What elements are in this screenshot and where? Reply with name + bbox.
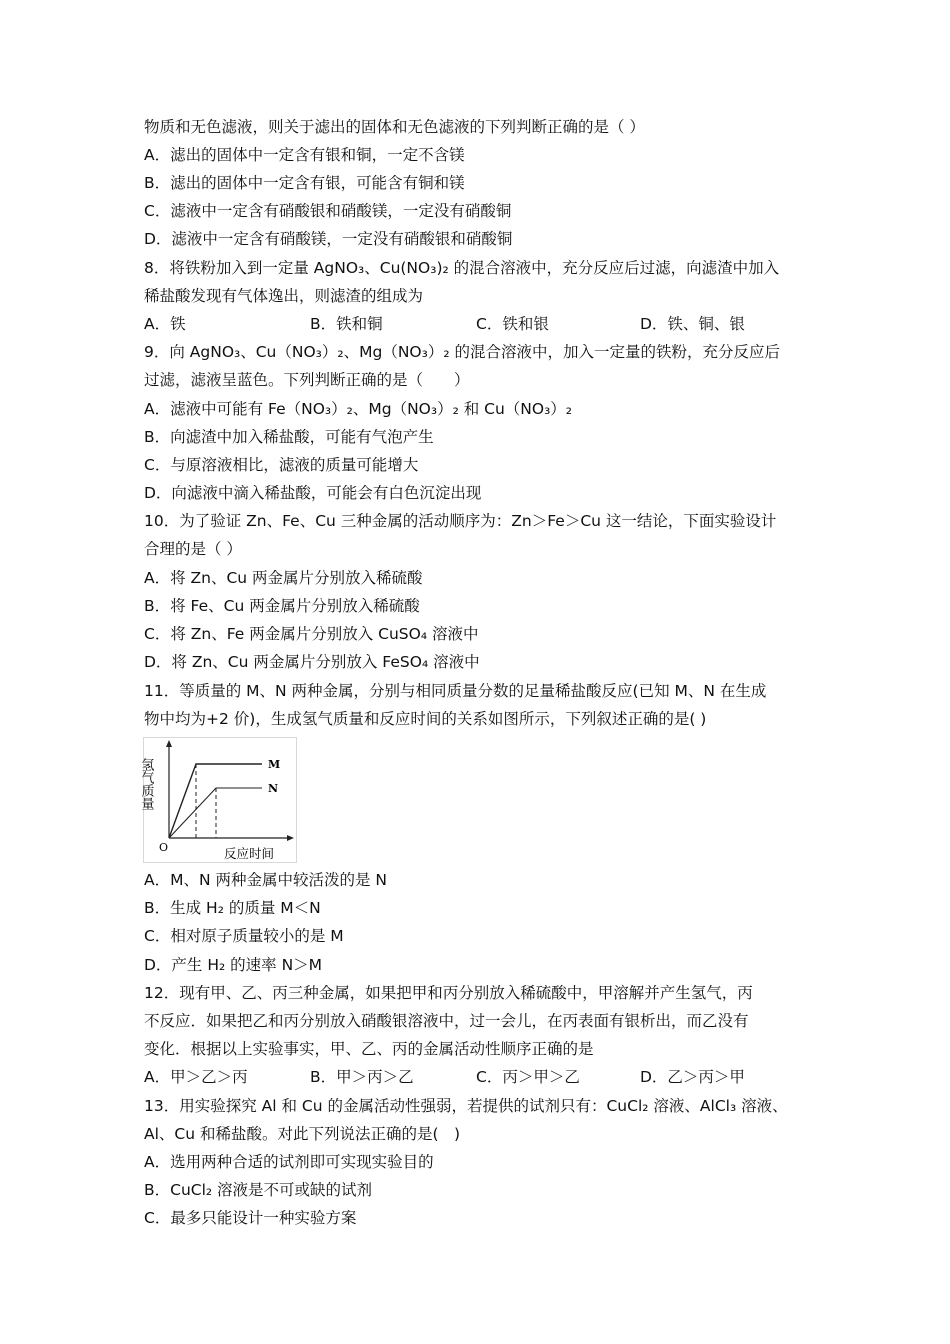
q8-option-c: C．铁和银	[476, 315, 549, 333]
option-line: D．滤液中一定含有硝酸镁，一定没有硝酸银和硝酸铜	[144, 230, 513, 248]
q12-option-a: A．甲＞乙＞丙	[144, 1068, 248, 1086]
q8-option-a: A．铁	[144, 315, 186, 333]
question-10: 10．为了验证 Zn、Fe、Cu 三种金属的活动顺序为：Zn＞Fe＞Cu 这一结论，下面实验设计	[144, 512, 777, 530]
option-line: B．将 Fe、Cu 两金属片分别放入稀硫酸	[144, 597, 420, 615]
text-line: 物中均为+2 价)，生成氢气质量和反应时间的关系如图所示，下列叙述正确的是( )	[144, 710, 707, 728]
option-line: B．CuCl₂ 溶液是不可或缺的试剂	[144, 1181, 373, 1199]
text-line: 变化．根据以上实验事实，甲、乙、丙的金属活动性顺序正确的是	[144, 1040, 594, 1058]
option-line: B．滤出的固体中一定含有银，可能含有铜和镁	[144, 174, 465, 192]
question-12: 12．现有甲、乙、丙三种金属，如果把甲和丙分别放入稀硫酸中，甲溶解并产生氢气，丙	[144, 984, 753, 1002]
text-line: 稀盐酸发现有气体逸出，则滤渣的组成为	[144, 287, 424, 305]
question-11: 11．等质量的 M、N 两种金属，分别与相同质量分数的足量稀盐酸反应(已知 M、N 在生成	[144, 682, 767, 700]
option-line: B．向滤渣中加入稀盐酸，可能有气泡产生	[144, 428, 434, 446]
option-line: A．滤出的固体中一定含有银和铜，一定不含镁	[144, 146, 465, 164]
text-line: Al、Cu 和稀盐酸。对此下列说法正确的是( )	[144, 1125, 461, 1143]
q12-option-c: C．丙＞甲＞乙	[476, 1068, 580, 1086]
option-line: C．相对原子质量较小的是 M	[144, 927, 344, 945]
option-line: D．向滤液中滴入稀盐酸，可能会有白色沉淀出现	[144, 484, 482, 502]
y-axis-label: 氢气质量	[138, 758, 154, 810]
question-13: 13．用实验探究 Al 和 Cu 的金属活动性强弱，若提供的试剂只有：CuCl₂ 溶液、AlCl₃ 溶液、	[144, 1097, 788, 1115]
figure-svg	[138, 738, 296, 862]
text-line: 物质和无色滤液，则关于滤出的固体和无色滤液的下列判断正确的是（ ）	[144, 118, 645, 136]
option-line: C．将 Zn、Fe 两金属片分别放入 CuSO₄ 溶液中	[144, 625, 479, 643]
option-line: A．M、N 两种金属中较活泼的是 N	[144, 871, 388, 889]
y-axis-arrow-icon	[166, 740, 172, 747]
q8-option-b: B．铁和铜	[310, 315, 383, 333]
text-line: 过滤，滤液呈蓝色。下列判断正确的是（ ）	[144, 371, 470, 389]
label-m: M	[268, 758, 281, 771]
origin-label: O	[159, 841, 169, 854]
option-line: D．将 Zn、Cu 两金属片分别放入 FeSO₄ 溶液中	[144, 653, 480, 671]
text-line: 不反应．如果把乙和丙分别放入硝酸银溶液中，过一会儿，在丙表面有银析出，而乙没有	[144, 1012, 749, 1030]
option-line: A．滤液中可能有 Fe（NO₃）₂、Mg（NO₃）₂ 和 Cu（NO₃）₂	[144, 400, 573, 418]
question-9: 9．向 AgNO₃、Cu（NO₃）₂、Mg（NO₃）₂ 的混合溶液中，加入一定量的铁粉，充分反应后	[144, 343, 780, 361]
q12-option-d: D．乙＞丙＞甲	[640, 1068, 745, 1086]
option-line: A．选用两种合适的试剂即可实现实验目的	[144, 1153, 434, 1171]
text-line: 合理的是（ ）	[144, 540, 242, 558]
option-line: A．将 Zn、Cu 两金属片分别放入稀硫酸	[144, 569, 423, 587]
label-n: N	[268, 782, 279, 795]
figure-hydrogen-time	[138, 737, 297, 863]
option-line: C．最多只能设计一种实验方案	[144, 1209, 357, 1227]
q8-option-d: D．铁、铜、银	[640, 315, 745, 333]
option-line: D．产生 H₂ 的速率 N＞M	[144, 956, 323, 974]
option-line: B．生成 H₂ 的质量 M＜N	[144, 899, 321, 917]
question-8: 8．将铁粉加入到一定量 AgNO₃、Cu(NO₃)₂ 的混合溶液中，充分反应后过滤，向滤渣中加入	[144, 259, 780, 277]
option-line: C．与原溶液相比，滤液的质量可能增大	[144, 456, 419, 474]
x-axis-arrow-icon	[287, 835, 294, 841]
option-line: C．滤液中一定含有硝酸银和硝酸镁，一定没有硝酸铜	[144, 202, 512, 220]
x-axis-label: 反应时间	[224, 846, 275, 861]
q12-option-b: B．甲＞丙＞乙	[310, 1068, 414, 1086]
